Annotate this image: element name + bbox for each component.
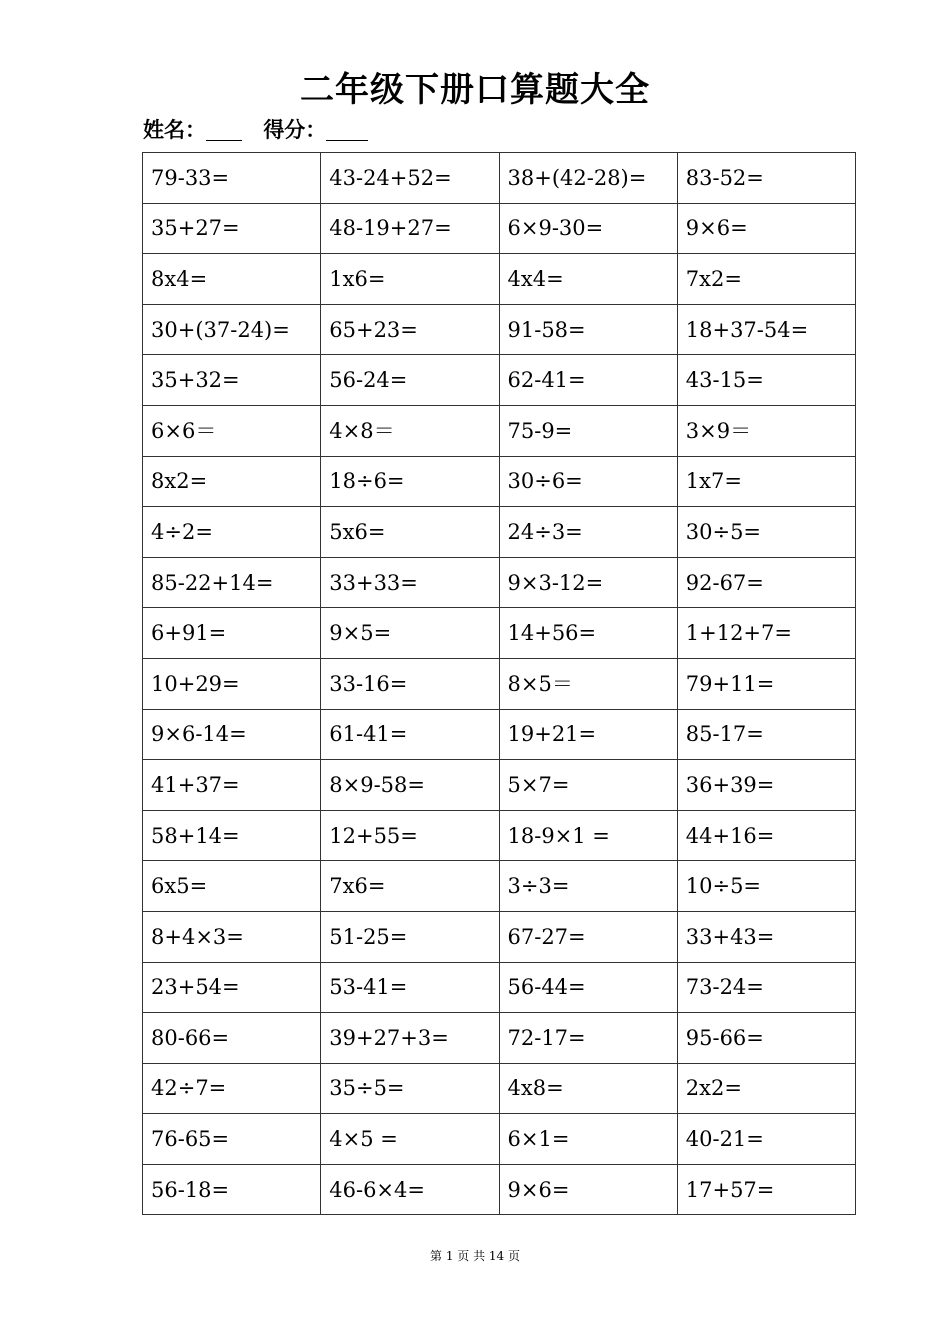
problem-cell: 42÷7= [143, 1063, 321, 1114]
problem-cell: 92-67= [677, 557, 855, 608]
score-blank[interactable] [326, 118, 368, 141]
problem-cell: 9×6-14= [143, 709, 321, 760]
problem-cell: 30÷6= [499, 456, 677, 507]
problem-cell: 2x2= [677, 1063, 855, 1114]
problem-cell: 4÷2= [143, 507, 321, 558]
problem-cell: 8x2= [143, 456, 321, 507]
problem-cell: 95-66= [677, 1013, 855, 1064]
problem-cell: 1+12+7= [677, 608, 855, 659]
table-row [143, 1063, 856, 1114]
problem-cell: 76-65= [143, 1114, 321, 1165]
problem-cell: 85-22+14= [143, 557, 321, 608]
problem-cell: 30+(37-24)= [143, 304, 321, 355]
problem-cell: 43-24+52= [321, 153, 499, 204]
problem-cell: 10+29= [143, 658, 321, 709]
problem-cell: 46-6×4= [321, 1164, 499, 1215]
table-row [143, 507, 856, 558]
table-row [143, 304, 856, 355]
problem-cell: 8x4= [143, 254, 321, 305]
problem-cell: 33+33= [321, 557, 499, 608]
table-row [143, 658, 856, 709]
page-footer: 第 1 页 共 14 页 [430, 1249, 520, 1263]
problem-cell: 36+39= [677, 760, 855, 811]
table-row [143, 1164, 856, 1215]
problem-cell: 85-17= [677, 709, 855, 760]
problem-cell: 6×1= [499, 1114, 677, 1165]
problem-cell: 61-41= [321, 709, 499, 760]
table-row [143, 557, 856, 608]
problem-cell: 1x7= [677, 456, 855, 507]
problem-cell: 83-52= [677, 153, 855, 204]
table-row [143, 355, 856, 406]
problem-cell: 23+54= [143, 962, 321, 1013]
problem-cell: 9×6= [677, 203, 855, 254]
name-label: 姓名： [143, 118, 206, 142]
problem-cell: 41+37= [143, 760, 321, 811]
problem-cell: 44+16= [677, 810, 855, 861]
problem-table [142, 152, 856, 1215]
problem-cell: 56-18= [143, 1164, 321, 1215]
problem-cell: 4x4= [499, 254, 677, 305]
problem-cell: 35+27= [143, 203, 321, 254]
problem-cell: 39+27+3= [321, 1013, 499, 1064]
problem-cell: 53-41= [321, 962, 499, 1013]
problem-cell: 14+56= [499, 608, 677, 659]
problem-cell: 6+91= [143, 608, 321, 659]
problem-cell: 62-41= [499, 355, 677, 406]
table-row [143, 1114, 856, 1165]
problem-cell: 4×5 = [321, 1114, 499, 1165]
problem-cell: 43-15= [677, 355, 855, 406]
table-row [143, 861, 856, 912]
problem-table-body [143, 153, 856, 1215]
problem-cell: 10÷5= [677, 861, 855, 912]
problem-cell: 4x8= [499, 1063, 677, 1114]
problem-cell: 48-19+27= [321, 203, 499, 254]
table-row [143, 709, 856, 760]
problem-cell: 24÷3= [499, 507, 677, 558]
table-row [143, 254, 856, 305]
problem-cell: 40-21= [677, 1114, 855, 1165]
problem-cell: 33-16= [321, 658, 499, 709]
table-row [143, 962, 856, 1013]
problem-cell: 79+11= [677, 658, 855, 709]
problem-cell: 18-9×1 = [499, 810, 677, 861]
problem-cell: 6×9-30= [499, 203, 677, 254]
problem-cell: 5×7= [499, 760, 677, 811]
table-row [143, 1013, 856, 1064]
problem-cell: 8×5＝ [499, 658, 677, 709]
problem-cell: 56-44= [499, 962, 677, 1013]
problem-cell: 73-24= [677, 962, 855, 1013]
problem-cell: 19+21= [499, 709, 677, 760]
problem-cell: 6x5= [143, 861, 321, 912]
student-info [143, 114, 368, 146]
problem-cell: 30÷5= [677, 507, 855, 558]
problem-cell: 33+43= [677, 911, 855, 962]
problem-cell: 75-9= [499, 405, 677, 456]
problem-cell: 18+37-54= [677, 304, 855, 355]
table-row [143, 760, 856, 811]
problem-cell: 3÷3= [499, 861, 677, 912]
problem-cell: 51-25= [321, 911, 499, 962]
problem-cell: 9×6= [499, 1164, 677, 1215]
problem-cell: 56-24= [321, 355, 499, 406]
problem-cell: 9×3-12= [499, 557, 677, 608]
table-row [143, 608, 856, 659]
problem-cell: 7x2= [677, 254, 855, 305]
problem-cell: 3×9＝ [677, 405, 855, 456]
problem-cell: 17+57= [677, 1164, 855, 1215]
problem-cell: 9×5= [321, 608, 499, 659]
table-row [143, 810, 856, 861]
table-row [143, 203, 856, 254]
score-label: 得分： [263, 118, 327, 142]
table-row [143, 456, 856, 507]
table-row [143, 153, 856, 204]
worksheet-title: 二年级下册口算题大全 [300, 70, 650, 110]
problem-cell: 65+23= [321, 304, 499, 355]
problem-cell: 38+(42-28)= [499, 153, 677, 204]
table-row [143, 405, 856, 456]
name-blank[interactable] [206, 118, 242, 141]
problem-cell: 79-33= [143, 153, 321, 204]
problem-cell: 1x6= [321, 254, 499, 305]
problem-cell: 35÷5= [321, 1063, 499, 1114]
problem-cell: 5x6= [321, 507, 499, 558]
problem-cell: 8+4×3= [143, 911, 321, 962]
problem-cell: 58+14= [143, 810, 321, 861]
problem-cell: 67-27= [499, 911, 677, 962]
problem-cell: 12+55= [321, 810, 499, 861]
problem-cell: 7x6= [321, 861, 499, 912]
problem-cell: 6×6＝ [143, 405, 321, 456]
problem-cell: 72-17= [499, 1013, 677, 1064]
problem-cell: 35+32= [143, 355, 321, 406]
problem-cell: 91-58= [499, 304, 677, 355]
problem-cell: 80-66= [143, 1013, 321, 1064]
problem-cell: 8×9-58= [321, 760, 499, 811]
problem-cell: 4×8＝ [321, 405, 499, 456]
problem-cell: 18÷6= [321, 456, 499, 507]
table-row [143, 911, 856, 962]
